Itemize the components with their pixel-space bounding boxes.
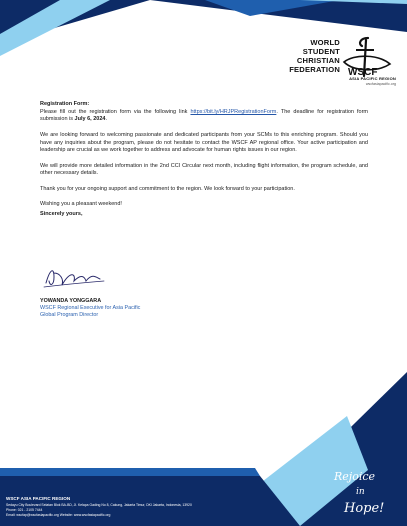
- footer: [6, 496, 192, 518]
- logo-website: wscfasiapacific.org: [365, 82, 396, 86]
- svg-text:Hope!: Hope!: [344, 501, 385, 516]
- wscf-logo: [268, 36, 398, 92]
- registration-form-link[interactable]: https://bit.ly/HRJPRegistrationForm: [190, 108, 277, 115]
- footer-phone: Phone: 021 - 2105 7444: [6, 508, 43, 512]
- handwritten-signature: [40, 263, 112, 293]
- wishing-line: Wishing you a pleasant weekend!: [40, 201, 122, 208]
- logo-region: ASIA PACIFIC REGION: [349, 76, 396, 81]
- welcome-paragraph: We are looking forward to welcoming passionate and dedicated participants from your SCMs to this enriching program. Should you have any inquiries about the program, please do not hesitate to contact the WSCF AP regional office. Your active participation and leadership are crucial as we work together to address and advocate for human rights issues in our region.: [40, 131, 368, 154]
- form-text-3: .: [105, 116, 107, 123]
- signer-role-2: Global Program Director: [40, 312, 99, 319]
- closing-line: Sincerely yours,: [40, 210, 83, 217]
- registration-form-label: Registration Form:: [40, 101, 90, 107]
- wscf-cross-fish-logo-icon: [338, 36, 394, 80]
- bottom-left-blue-stripe: [0, 468, 260, 476]
- footer-org: WSCF ASIA PACIFIC REGION: [6, 496, 71, 501]
- registration-form-paragraph: [40, 109, 368, 124]
- signer-block: [40, 298, 140, 319]
- info-paragraph: We will provide more detailed information in the 2nd CCI Circular next month, including flight information, the program schedule, and other necessary details.: [40, 162, 368, 177]
- logo-line-federation: FEDERATION: [289, 65, 340, 74]
- rejoice-in-hope-logo: [330, 464, 400, 518]
- footer-address: Sedayu City Boulevard Selatan Blok BA-BD, Jl. Kelapa Gading No 8, Cakung, Jakarta Timur, DKI Jakarta, Indonesia, 13920: [6, 503, 192, 507]
- thanks-paragraph: Thank you for your ongoing support and commitment to the region. We look forward to your participation.: [40, 185, 295, 192]
- signer-name: YOWANDA YONGGARA: [40, 298, 102, 304]
- svg-text:WSCF: WSCF: [348, 67, 378, 78]
- logo-line-student: STUDENT: [302, 47, 340, 56]
- svg-text:in: in: [356, 487, 365, 497]
- form-text-2: . The deadline for registration form submission is: [40, 108, 368, 123]
- form-text-1: Please fill out the registration form via the following link: [40, 108, 191, 115]
- letter-body: [40, 101, 368, 218]
- footer-contact: Email: wscfap@wscfasiapacific.org Website: www.wscfasiapacific.org: [6, 513, 111, 517]
- logo-line-christian: CHRISTIAN: [296, 56, 340, 65]
- logo-line-world: WORLD: [310, 38, 340, 47]
- svg-text:Rejoice: Rejoice: [334, 470, 376, 483]
- signer-role-1: WSCF Regional Executive for Asia Pacific: [40, 305, 141, 312]
- form-deadline: July 6, 2024: [74, 116, 106, 123]
